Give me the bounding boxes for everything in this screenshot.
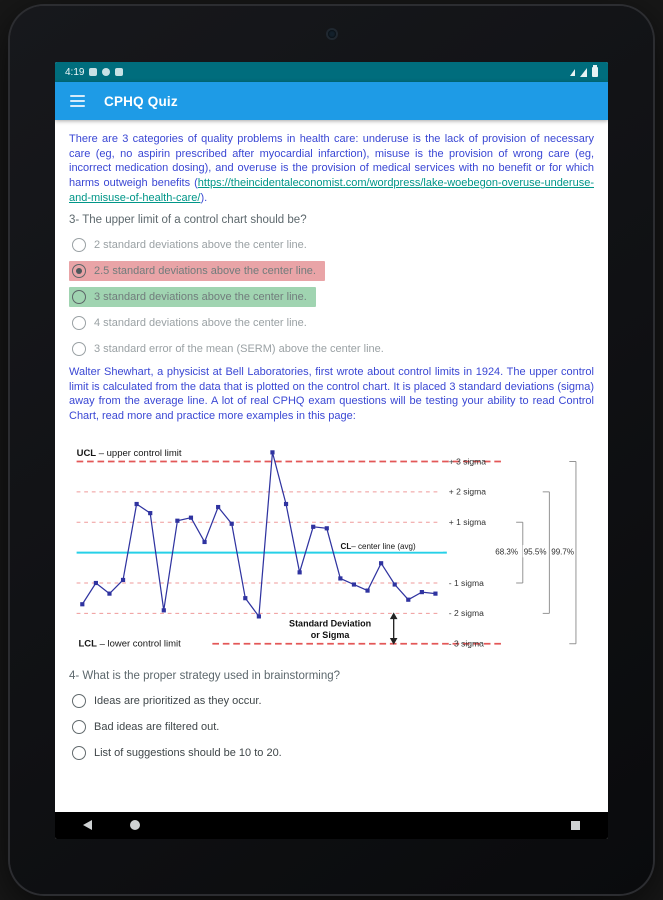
question-3: 3- The upper limit of a control chart should be? [69, 214, 307, 227]
status-bar [55, 62, 608, 82]
status-bar-left [65, 67, 123, 78]
radio-unselected-icon[interactable] [72, 290, 86, 304]
app-title: CPHQ Quiz [104, 93, 178, 109]
notification-icon-2 [102, 68, 110, 76]
option-label: List of suggestions should be 10 to 20. [94, 746, 282, 759]
notification-icon-3 [115, 68, 123, 76]
sd-annotation-line1: Standard Deviation [289, 618, 372, 629]
option-label: 2 standard deviations above the center line. [94, 238, 307, 251]
coverage-label: 68.3% [495, 547, 519, 557]
sigma-label: - 2 sigma [448, 607, 484, 618]
recents-icon[interactable] [571, 821, 580, 830]
option-label: 4 standard deviations above the center line. [94, 316, 307, 329]
radio-option[interactable] [69, 743, 291, 763]
radio-selected-icon[interactable] [72, 264, 86, 278]
screen [55, 62, 608, 839]
control-chart-svg [69, 433, 594, 663]
radio-unselected-icon[interactable] [72, 238, 86, 252]
sigma-label: + 2 sigma [448, 486, 486, 497]
ucl-label: UCL – upper control limit [76, 447, 182, 459]
option-label: 3 standard deviations above the center line. [94, 290, 307, 303]
app-bar [55, 82, 608, 120]
radio-option[interactable] [69, 287, 316, 307]
sd-annotation-line2: or Sigma [310, 629, 350, 640]
notification-icon-1 [89, 68, 97, 76]
intro-suffix: ). [200, 191, 208, 204]
front-camera-icon [328, 30, 336, 38]
coverage-label: 95.5% [523, 547, 547, 557]
home-icon[interactable] [130, 820, 140, 830]
radio-unselected-icon[interactable] [72, 316, 86, 330]
status-bar-right [570, 67, 598, 77]
radio-unselected-icon[interactable] [72, 694, 86, 708]
option-label: 3 standard error of the mean (SERM) above the center line. [94, 342, 384, 355]
question-4: 4- What is the proper strategy used in brainstorming? [69, 670, 341, 683]
signal-icon [580, 68, 587, 77]
explanation-paragraph: Walter Shewhart, a physicist at Bell Laboratories, first wrote about control limits in 1924. The upper control limit is calculated from the data that is plotted on the control chart. It is placed 3 standard deviations (sigma) away from the average line. A lot of real CPHQ exam questions will be testing your ability to read Control Chart, read more and practice more examples in this page: [69, 366, 594, 422]
control-chart [69, 433, 594, 663]
radio-option[interactable] [69, 339, 393, 359]
quiz-content[interactable] [55, 120, 608, 812]
radio-unselected-icon[interactable] [72, 720, 86, 734]
radio-option[interactable] [69, 313, 316, 333]
center-line-label: CL– center line (avg) [340, 541, 416, 551]
option-label: Ideas are prioritized as they occur. [94, 694, 262, 707]
navigation-bar [55, 812, 608, 839]
battery-icon [592, 67, 598, 77]
hamburger-menu-icon[interactable] [70, 95, 85, 107]
option-label: 2.5 standard deviations above the center line. [94, 264, 316, 277]
option-label: Bad ideas are filtered out. [94, 720, 220, 733]
intro-link[interactable]: https://theincidentaleconomist.com/wordpress/lake-woebegon-overuse-underuse-and-misuse-of-health-care/ [69, 176, 594, 204]
sigma-label: + 1 sigma [448, 516, 486, 527]
wifi-icon [570, 69, 575, 76]
radio-option[interactable] [69, 261, 325, 281]
intro-text: There are 3 categories of quality problems in health care: underuse is the lack of provision of necessary care (eg, no aspirin prescribed after myocardial infarction), misuse is the provision of wrong care (eg, incorrect medication dosing), and overuse is the provision of medical services with no benefit or for which harms outweigh benefits ( [69, 133, 594, 189]
radio-option[interactable] [69, 691, 271, 711]
lcl-label: LCL – lower control limit [78, 638, 181, 650]
question-3-options [69, 235, 594, 359]
sigma-label: - 3 sigma [448, 638, 484, 649]
tablet-device [10, 6, 653, 894]
radio-unselected-icon[interactable] [72, 746, 86, 760]
radio-unselected-icon[interactable] [72, 342, 86, 356]
intro-paragraph [69, 132, 594, 205]
coverage-label: 99.7% [551, 547, 575, 557]
question-4-options [69, 691, 594, 763]
back-icon[interactable] [83, 820, 92, 830]
radio-option[interactable] [69, 717, 228, 737]
sigma-label: - 1 sigma [448, 577, 484, 588]
radio-option[interactable] [69, 235, 316, 255]
sigma-label: + 3 sigma [448, 455, 486, 466]
status-time: 4:19 [65, 66, 85, 78]
